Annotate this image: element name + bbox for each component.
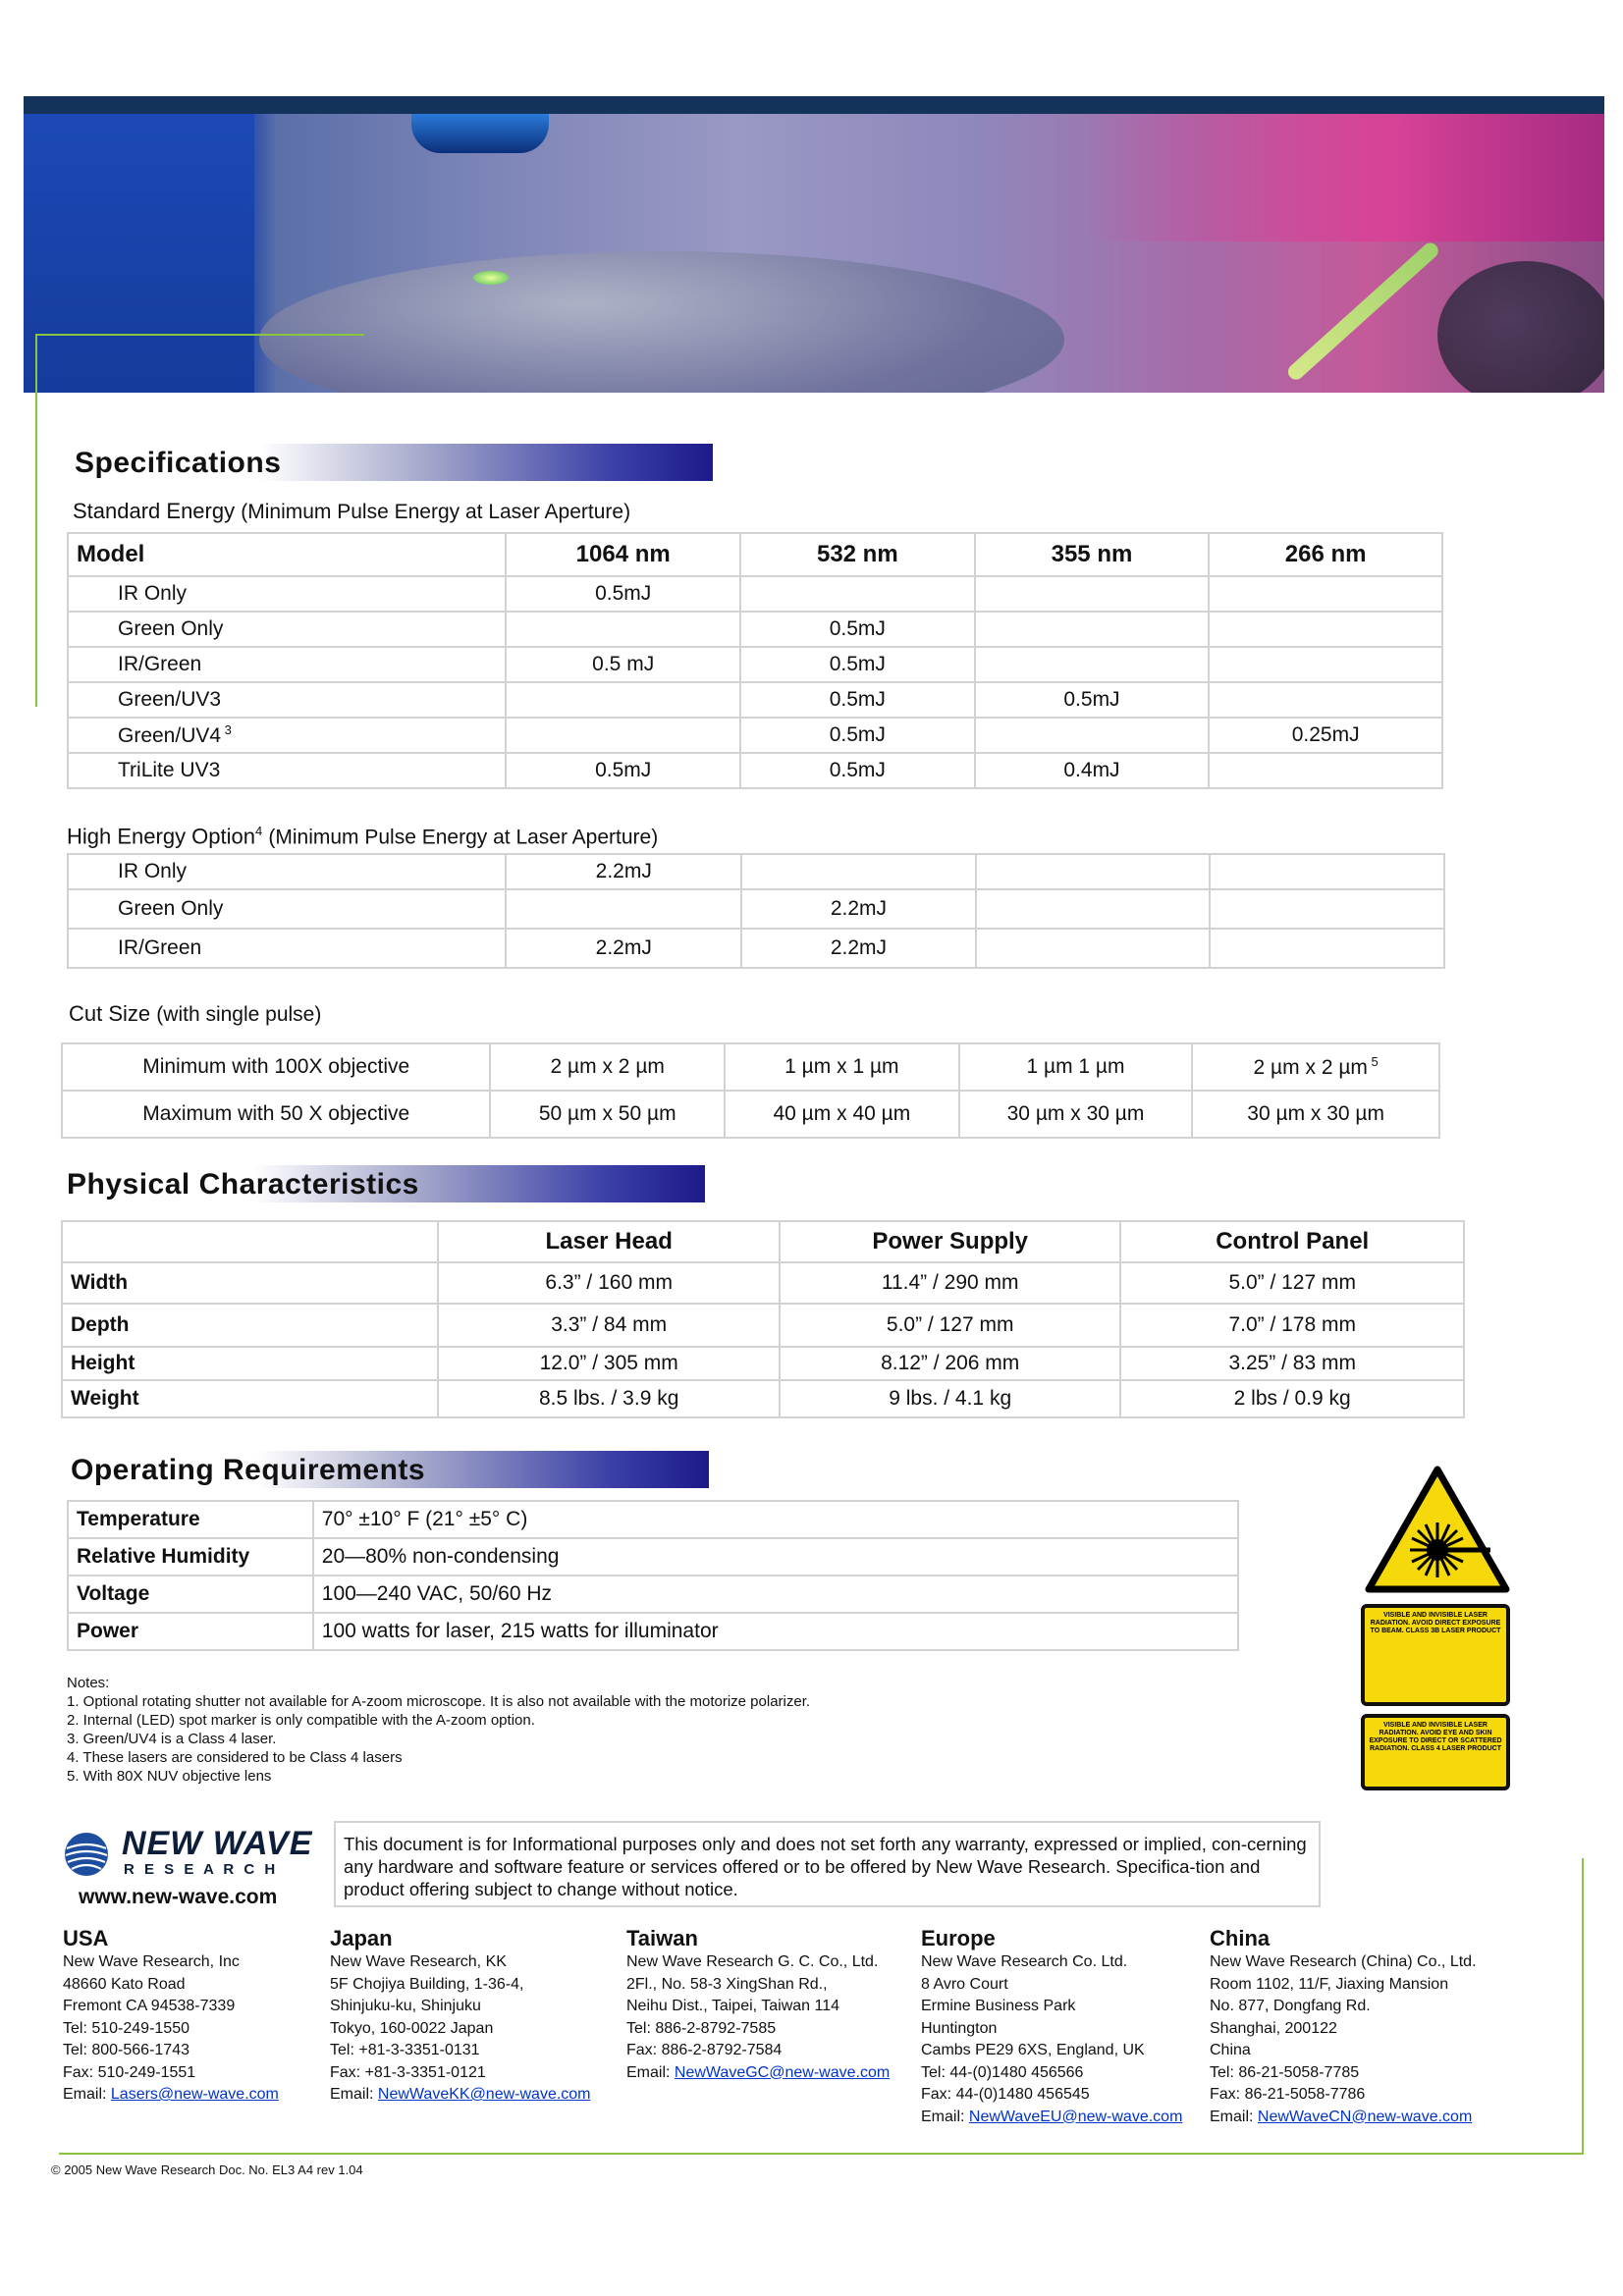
physical-table [61,1220,1465,1418]
cut-size-label: Maximum with 50 X objective [62,1091,490,1138]
value-cell [741,854,976,889]
heading-label: High Energy Option [67,824,255,849]
value-cell: 50 µm x 50 µm [490,1091,725,1138]
value-cell: 1 µm 1 µm [959,1043,1193,1091]
row-label: Temperature [68,1501,313,1538]
value-cell: 7.0” / 178 mm [1120,1304,1464,1347]
table-row [62,1380,1464,1417]
value-cell: 0.5mJ [740,718,975,753]
heading-footnote: 4 [255,824,263,838]
class-4-warning-label [1361,1714,1510,1790]
value-cell: 30 µm x 30 µm [1192,1091,1439,1138]
email-label: Email: [921,2108,969,2125]
section-specifications [67,444,713,481]
value-cell: 0.5mJ [740,647,975,682]
value-cell [1209,612,1442,647]
contact-line: Fremont CA 94538-7339 [63,1998,236,2014]
value-cell: 0.4mJ [975,753,1210,788]
column-header-empty [62,1221,438,1262]
contact-line: 2Fl., No. 58-3 XingShan Rd., [626,1975,828,1993]
high-energy-heading [67,824,658,849]
standard-energy-heading [73,499,630,524]
email-label: Email: [626,2063,675,2081]
contact-line: New Wave Research (China) Co., Ltd. [1210,1953,1477,1970]
heading-label: Standard Energy [73,499,236,523]
value-cell [740,576,975,612]
contact-line: Tel: 886-2-8792-7585 [626,2019,777,2037]
contact-line: Neihu Dist., Taipei, Taiwan 114 [626,1998,840,2014]
contact-line: Tel: 800-566-1743 [63,2042,189,2058]
value-cell: 3.3” / 84 mm [438,1304,779,1347]
footer-copyright: © 2005 New Wave Research Doc. No. EL3 A4 rev 1.04 [51,2163,363,2177]
value-cell [1210,929,1444,968]
table-header-row [68,533,1442,576]
column-header: Control Panel [1120,1221,1464,1262]
contact-email-line [626,2062,890,2085]
column-header: Laser Head [438,1221,779,1262]
value-cell [975,647,1210,682]
contact-china [1210,1926,1477,2128]
email-link[interactable]: NewWaveGC@new-wave.com [674,2063,891,2081]
email-label: Email: [330,2086,378,2103]
heading-label: Cut Size [69,1001,151,1026]
contact-usa [63,1926,279,2107]
value-cell [1209,576,1442,612]
row-label: Weight [62,1380,438,1417]
table-row [68,647,1442,682]
contact-line: Fax: 510-249-1551 [63,2063,196,2081]
table-row [62,1262,1464,1304]
cut-size-table [61,1042,1440,1139]
value-cell: 70° ±10° F (21° ±5° C) [313,1501,1238,1538]
value-cell: 2.2mJ [506,854,741,889]
value-cell: 20—80% non-condensing [313,1538,1238,1575]
table-row [68,1613,1238,1650]
contact-line: Cambs PE29 6XS, England, UK [921,2042,1145,2058]
contact-region: Taiwan [626,1926,698,1950]
hero-blue-panel [24,114,254,393]
contact-line: Shinjuku-ku, Shinjuku [330,1998,481,2014]
column-header: 355 nm [975,533,1210,576]
email-link[interactable]: NewWaveCN@new-wave.com [1257,2108,1473,2125]
column-header: 266 nm [1209,533,1442,576]
value-cell: 2.2mJ [741,929,976,968]
contact-line: Fax: 886-2-8792-7584 [626,2042,783,2058]
contact-line: Tokyo, 160-0022 Japan [330,2019,494,2037]
new-wave-logo-globe-icon [63,1831,110,1878]
column-header: Model [68,533,506,576]
value-cell [1210,889,1444,929]
row-label: Power [68,1613,313,1650]
contact-line: Fax: +81-3-3351-0121 [330,2063,486,2081]
table-row [68,1501,1238,1538]
cut-size-label: Minimum with 100X objective [62,1043,490,1091]
contact-japan [330,1926,591,2107]
contact-region: Europe [921,1926,996,1950]
note-item: 1. Optional rotating shutter not available for A-zoom microscope. It is also not available with the motorize polarizer. [67,1693,811,1710]
contact-email-line [330,2084,591,2107]
model-cell: TriLite UV3 [68,753,506,788]
value-cell [975,718,1210,753]
value-cell: 100 watts for laser, 215 watts for illuminator [313,1613,1238,1650]
value-cell: 0.5mJ [740,682,975,718]
section-title: Specifications [75,447,282,479]
footnote-marker: 3 [221,722,232,737]
contact-line: 5F Chojiya Building, 1-36-4, [330,1975,524,1993]
disclaimer: This document is for Informational purposes only and does not set forth any warranty, expressed or implied, con-cerning any hardware and software feature or services offered or to be offered by New Wave Research. Specifica-tion and product offering subject to change without notice. [334,1821,1321,1907]
laser-warning-icon [1365,1466,1510,1593]
warning-text: VISIBLE AND INVISIBLE LASER RADIATION. AVOID DIRECT EXPOSURE TO BEAM. CLASS 3B LASER PRODUCT [1370,1612,1501,1634]
table-row [68,1538,1238,1575]
heading-note: (Minimum Pulse Energy at Laser Aperture) [268,826,659,849]
note-item: 2. Internal (LED) spot marker is only compatible with the A-zoom option. [67,1712,535,1729]
note-item: 3. Green/UV4 is a Class 4 laser. [67,1731,277,1747]
column-header: 1064 nm [506,533,740,576]
contact-line: No. 877, Dongfang Rd. [1210,1998,1371,2014]
table-row [68,612,1442,647]
value-cell: 5.0” / 127 mm [780,1304,1121,1347]
heading-note: (with single pulse) [156,1003,322,1026]
value-cell: 3.25” / 83 mm [1120,1347,1464,1380]
hero-barrel [1437,261,1604,393]
note-item: 5. With 80X NUV objective lens [67,1768,272,1785]
row-label: Voltage [68,1575,313,1613]
value-cell [506,682,740,718]
accent-line [35,334,364,336]
table-header-row [62,1221,1464,1262]
contact-line: Room 1102, 11/F, Jiaxing Mansion [1210,1975,1449,1993]
table-row [68,929,1444,968]
accent-line [59,2153,1584,2155]
logo-wordmark: NEW WAVE [122,1825,313,1862]
contact-email-line [1210,2107,1477,2129]
contact-line: Shanghai, 200122 [1210,2019,1337,2037]
hero-pink-glow [1084,114,1604,241]
contact-region: USA [63,1926,109,1950]
email-link[interactable]: NewWaveKK@new-wave.com [377,2086,591,2103]
value-cell [976,929,1211,968]
operating-table [67,1500,1239,1651]
value-cell [976,854,1211,889]
contact-europe [921,1926,1182,2128]
value-cell [506,718,740,753]
value-cell: 9 lbs. / 4.1 kg [780,1380,1121,1417]
contact-line: Tel: 510-249-1550 [63,2019,189,2037]
row-label: Relative Humidity [68,1538,313,1575]
table-row [68,682,1442,718]
contact-line: Tel: +81-3-3351-0131 [330,2042,480,2058]
section-title: Physical Characteristics [67,1168,419,1201]
contact-line: 48660 Kato Road [63,1975,186,1993]
table-row [62,1043,1439,1091]
value-cell [1209,682,1442,718]
email-link[interactable]: Lasers@new-wave.com [110,2086,279,2103]
model-cell: IR/Green [68,647,506,682]
section-physical-characteristics [59,1165,705,1202]
contact-line: Tel: 86-21-5058-7785 [1210,2063,1360,2081]
hero-objective-lens [411,114,549,153]
contact-line: Fax: 86-21-5058-7786 [1210,2086,1366,2103]
value-cell: 0.5mJ [740,753,975,788]
table-row [68,576,1442,612]
model-cell: Green Only [68,889,506,929]
accent-line [35,334,37,707]
cut-size-heading [69,1001,321,1027]
model-cell: IR Only [68,576,506,612]
class-3b-warning-label [1361,1604,1510,1706]
contact-line: Tel: 44-(0)1480 456566 [921,2063,1084,2081]
value-cell: 0.5mJ [740,612,975,647]
warning-text: VISIBLE AND INVISIBLE LASER RADIATION. AVOID EYE AND SKIN EXPOSURE TO DIRECT OR SCATTERED RADIATION. CLASS 4 LASER PRODUCT [1369,1722,1502,1752]
row-label: Depth [62,1304,438,1347]
table-row [68,718,1442,753]
value-cell [506,612,740,647]
standard-energy-table [67,532,1443,789]
contact-region: Japan [330,1926,393,1950]
value-cell [975,612,1210,647]
high-energy-table [67,853,1445,969]
model-cell: IR/Green [68,929,506,968]
footnote-marker: 5 [1367,1054,1379,1069]
table-row [62,1304,1464,1347]
value-cell [1209,753,1442,788]
value-cell: 1 µm x 1 µm [725,1043,959,1091]
contact-email-line [921,2107,1182,2129]
contact-line: New Wave Research Co. Ltd. [921,1953,1128,1970]
contact-line: Fax: 44-(0)1480 456545 [921,2086,1090,2103]
contact-line: Huntington [921,2019,998,2037]
value-cell [975,576,1210,612]
value-cell: 8.12” / 206 mm [780,1347,1121,1380]
value-cell: 0.25mJ [1209,718,1442,753]
website-url[interactable]: www.new-wave.com [79,1886,278,1908]
value-cell [1210,854,1444,889]
row-label: Width [62,1262,438,1304]
model-cell: IR Only [68,854,506,889]
contact-line: New Wave Research G. C. Co., Ltd. [626,1953,879,1970]
value-cell [506,889,741,929]
contact-email-line [63,2084,279,2107]
notes-title: Notes: [67,1675,110,1691]
value-cell: 2.2mJ [506,929,741,968]
column-header: 532 nm [740,533,975,576]
email-label: Email: [1210,2108,1258,2125]
value-cell: 11.4” / 290 mm [780,1262,1121,1304]
logo-subtitle: R E S E A R C H [124,1861,279,1878]
value-cell: 6.3” / 160 mm [438,1262,779,1304]
table-row [68,753,1442,788]
header-bar [24,96,1604,114]
model-cell: Green/UV3 [68,682,506,718]
row-label: Height [62,1347,438,1380]
contact-region: China [1210,1926,1271,1950]
email-link[interactable]: NewWaveEU@new-wave.com [968,2108,1183,2125]
table-row [68,1575,1238,1613]
value-cell: 30 µm x 30 µm [959,1091,1193,1138]
column-header: Power Supply [780,1221,1121,1262]
contact-line: New Wave Research, Inc [63,1953,240,1970]
notes [67,1674,810,1786]
value-cell [1209,647,1442,682]
model-cell: Green Only [68,612,506,647]
value-cell: 5.0” / 127 mm [1120,1262,1464,1304]
contact-taiwan [626,1926,890,2084]
contact-line: China [1210,2042,1251,2058]
value-cell [976,889,1211,929]
hero-sample-stage [259,251,1064,393]
accent-line [1582,1858,1584,2153]
table-row [68,854,1444,889]
hero-laser-spot [473,271,509,285]
value-cell: 0.5mJ [975,682,1210,718]
value-cell: 2 µm x 2 µm [490,1043,725,1091]
contact-line: Ermine Business Park [921,1998,1076,2014]
value-cell: 12.0” / 305 mm [438,1347,779,1380]
contact-line: New Wave Research, KK [330,1953,507,1970]
value-cell: 0.5 mJ [506,647,740,682]
note-item: 4. These lasers are considered to be Class 4 lasers [67,1749,403,1766]
value-cell: 0.5mJ [506,576,740,612]
hero-image [24,114,1604,393]
value-cell: 100—240 VAC, 50/60 Hz [313,1575,1238,1613]
email-label: Email: [63,2086,111,2103]
table-row [62,1347,1464,1380]
value-cell: 2.2mJ [741,889,976,929]
table-row [62,1091,1439,1138]
model-cell: Green/UV4 $^3$ [68,718,506,753]
value-cell: 0.5mJ [506,753,740,788]
section-operating-requirements [63,1451,709,1488]
value-cell: 40 µm x 40 µm [725,1091,959,1138]
value-cell: 2 µm x 2 µm $^5$ [1192,1043,1439,1091]
contact-line: 8 Avro Court [921,1975,1008,1993]
value-cell: 8.5 lbs. / 3.9 kg [438,1380,779,1417]
heading-note: (Minimum Pulse Energy at Laser Aperture) [241,501,631,523]
value-cell: 2 lbs / 0.9 kg [1120,1380,1464,1417]
section-title: Operating Requirements [71,1454,426,1486]
table-row [68,889,1444,929]
hero-laser-beam [1285,240,1441,383]
